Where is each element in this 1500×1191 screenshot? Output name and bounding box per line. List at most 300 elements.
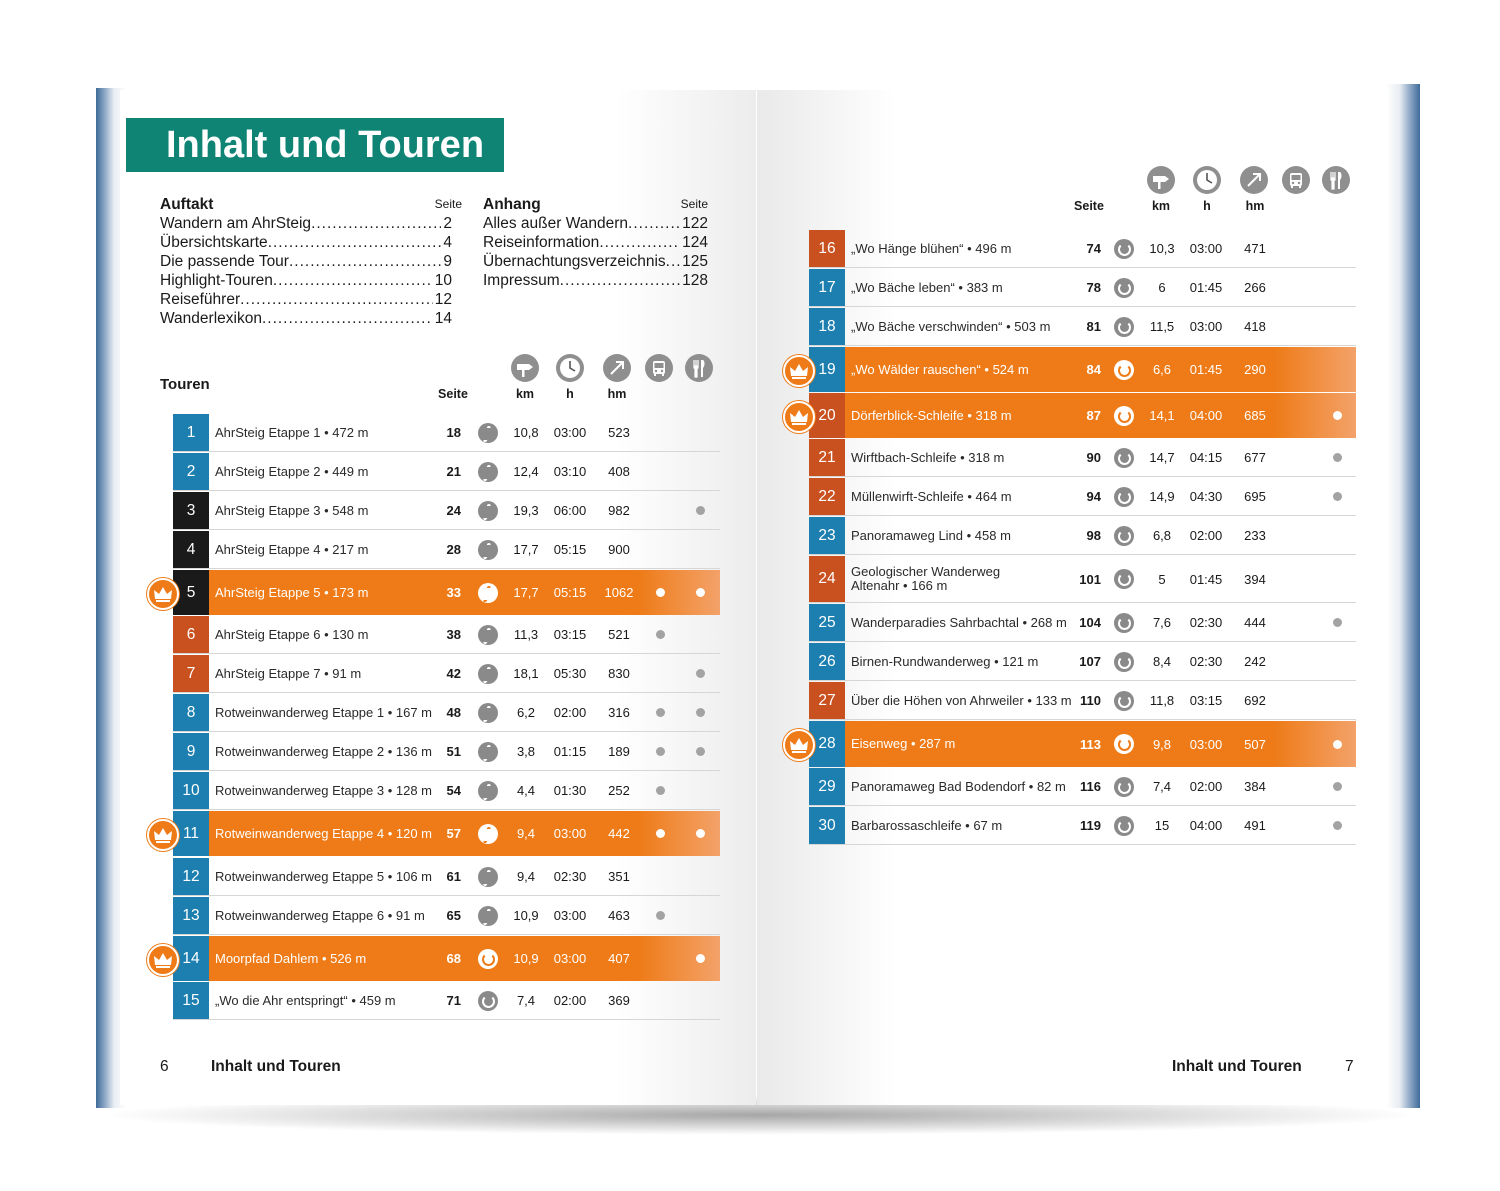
table-row [809, 682, 1356, 720]
tour-page: 42 [446, 666, 461, 681]
tour-km: 19,3 [513, 503, 539, 518]
ascent-icon [603, 354, 631, 382]
tour-km: 6 [1158, 280, 1166, 295]
table-row [809, 721, 1356, 767]
tour-h: 04:30 [1189, 489, 1223, 504]
page-title-banner: Inhalt und Touren [126, 118, 504, 172]
tour-hm: 233 [1244, 528, 1266, 543]
tour-km: 12,4 [513, 464, 539, 479]
tour-name[interactable]: AhrSteig Etappe 5 • 173 m [215, 584, 369, 600]
tour-number: 29 [809, 768, 845, 805]
table-row [809, 768, 1356, 806]
tour-hm: 369 [608, 993, 630, 1008]
left-running-title [211, 1058, 341, 1076]
tour-hm: 408 [608, 464, 630, 479]
tour-h: 01:30 [553, 783, 587, 798]
tour-number: 25 [809, 604, 845, 641]
tour-number: 27 [809, 682, 845, 719]
loop-route-icon [1114, 652, 1134, 672]
tour-km: 14,1 [1149, 408, 1175, 423]
tour-name[interactable]: Panoramaweg Bad Bodendorf • 82 m [851, 778, 1066, 794]
tour-number: 17 [809, 269, 845, 306]
restaurant-available-dot [1333, 782, 1342, 791]
tour-name[interactable]: „Wo Bäche verschwinden“ • 503 m [851, 318, 1051, 334]
right-page-edge [1386, 84, 1420, 1108]
km-column-header-left: km [515, 387, 535, 401]
loop-route-icon [1114, 569, 1134, 589]
loop-route-icon [1114, 487, 1134, 507]
stage-route-icon [478, 703, 498, 723]
toc-entry [160, 309, 452, 328]
tour-km: 7,6 [1152, 615, 1172, 630]
tour-number: 21 [809, 439, 845, 476]
tour-km: 7,4 [1152, 779, 1172, 794]
loop-route-icon [1114, 691, 1134, 711]
table-row [173, 655, 720, 693]
bus-icon [645, 354, 673, 382]
tour-h: 03:15 [553, 627, 587, 642]
tour-page: 90 [1086, 450, 1101, 465]
stage-route-icon [478, 906, 498, 926]
toc-entry-label: Reiseinformation [483, 234, 600, 251]
tour-h: 03:00 [1189, 319, 1223, 334]
tour-h: 01:15 [553, 744, 587, 759]
toc-anhang-list [483, 214, 708, 290]
tour-name[interactable]: Müllenwirft-Schleife • 464 m [851, 488, 1012, 504]
tour-h: 02:30 [553, 869, 587, 884]
toc-entry-page: 4 [443, 234, 452, 251]
tour-h: 05:15 [553, 542, 587, 557]
restaurant-available-dot [1333, 492, 1342, 501]
tour-number: 26 [809, 643, 845, 680]
h-column-header-right: h [1203, 199, 1211, 213]
tour-name[interactable]: „Wo Wälder rauschen“ • 524 m [851, 361, 1029, 377]
tour-km: 14,9 [1149, 489, 1175, 504]
toc-entry-dots [289, 252, 441, 271]
table-row [809, 604, 1356, 642]
toc-entry-page: 14 [434, 310, 452, 327]
toc-auftakt [160, 195, 462, 328]
tour-hm: 444 [1244, 615, 1266, 630]
clock-icon [1193, 166, 1221, 194]
toc-entry-page: 124 [682, 234, 708, 251]
tour-name[interactable]: „Wo Bäche leben“ • 383 m [851, 279, 1003, 295]
tour-km: 14,7 [1149, 450, 1175, 465]
tour-number: 23 [809, 517, 845, 554]
ascent-icon [1240, 166, 1268, 194]
tour-page: 33 [446, 585, 461, 600]
tour-page: 107 [1079, 654, 1101, 669]
toc-entry-page: 2 [443, 215, 452, 232]
tour-km: 9,4 [516, 826, 536, 841]
tour-km: 6,2 [516, 705, 536, 720]
tour-page: 65 [446, 908, 461, 923]
tour-km: 11,3 [513, 627, 539, 642]
tour-page: 94 [1086, 489, 1101, 504]
stage-route-icon [478, 501, 498, 521]
toc-entry [483, 233, 708, 252]
tour-h: 03:00 [553, 425, 587, 440]
restaurant-available-dot [696, 708, 705, 717]
h-column-header-left: h [566, 387, 574, 401]
tour-hm: 384 [1244, 779, 1266, 794]
tour-number: 6 [173, 616, 209, 653]
tour-km: 10,3 [1149, 241, 1175, 256]
tour-hm: 677 [1244, 450, 1266, 465]
toc-entry-label: Die passende Tour [160, 253, 289, 270]
toc-entry-label: Übernachtungsverzeichnis [483, 253, 666, 270]
loop-route-icon [1114, 526, 1134, 546]
tour-hm: 982 [608, 503, 630, 518]
restaurant-available-dot [696, 829, 705, 838]
right-page-number: 7 [1345, 1058, 1354, 1075]
toc-entry [483, 271, 708, 290]
clock-icon [556, 354, 584, 382]
toc-entry-dots [240, 290, 433, 309]
table-row [173, 492, 720, 530]
toc-entry-label: Übersichtskarte [160, 234, 268, 251]
tour-km: 10,9 [513, 908, 539, 923]
toc-entry [160, 290, 452, 309]
toc-entry [483, 252, 708, 271]
tour-hm: 394 [1244, 571, 1266, 587]
tour-hm: 900 [608, 542, 630, 557]
tour-h: 03:10 [553, 464, 587, 479]
table-row [173, 694, 720, 732]
tour-name[interactable]: Panoramaweg Lind • 458 m [851, 527, 1011, 543]
tour-number: 2 [173, 453, 209, 490]
toc-auftakt-seite-label: Seite [434, 197, 462, 211]
tour-page: 116 [1080, 779, 1101, 794]
highlight-crown-icon [147, 944, 179, 976]
tour-name[interactable] [851, 556, 1000, 602]
loop-route-icon [478, 991, 498, 1011]
tour-name[interactable]: Dörferblick-Schleife • 318 m [851, 407, 1012, 423]
left-running-title-text: Inhalt und Touren [211, 1058, 341, 1075]
tour-name[interactable]: Wirftbach-Schleife • 318 m [851, 449, 1005, 465]
tour-h: 01:45 [1189, 362, 1223, 377]
tour-page: 81 [1086, 319, 1101, 334]
tour-name[interactable]: „Wo die Ahr entspringt“ • 459 m [215, 992, 396, 1008]
table-row [173, 414, 720, 452]
restaurant-available-dot [696, 669, 705, 678]
highlight-crown-icon [783, 729, 815, 761]
highlight-crown-icon [147, 578, 179, 610]
tour-hm: 523 [608, 425, 630, 440]
toc-entry-dots [273, 271, 433, 290]
tour-hm: 521 [608, 627, 630, 642]
tour-hm: 463 [608, 908, 630, 923]
tour-page: 68 [446, 951, 461, 966]
bus-available-dot [656, 911, 665, 920]
tour-km: 9,8 [1152, 736, 1172, 752]
toc-entry-label: Wanderlexikon [160, 310, 262, 327]
stage-route-icon [478, 824, 498, 844]
toc-anhang [483, 195, 708, 290]
tour-number: 30 [809, 807, 845, 844]
toc-entry-dots [628, 214, 680, 233]
bus-available-dot [656, 708, 665, 717]
table-row [173, 616, 720, 654]
bus-icon [1282, 166, 1310, 194]
stage-route-icon [478, 625, 498, 645]
restaurant-available-dot [1333, 618, 1342, 627]
tour-km: 11,5 [1149, 319, 1175, 334]
right-running-title [1172, 1058, 1302, 1076]
tour-name-line-2: Altenahr • 166 m [851, 578, 948, 593]
loop-route-icon [1114, 317, 1134, 337]
signpost-icon [511, 354, 539, 382]
tour-km: 9,4 [516, 869, 536, 884]
tour-name-line-1: Geologischer Wanderweg [851, 564, 1001, 579]
tour-page: 101 [1079, 571, 1101, 587]
tour-hm: 418 [1244, 319, 1266, 334]
table-row [809, 439, 1356, 477]
tour-hm: 351 [608, 869, 630, 884]
toc-entry [160, 233, 452, 252]
tour-number: 22 [809, 478, 845, 515]
tour-number: 13 [173, 897, 209, 934]
tour-h: 06:00 [553, 503, 587, 518]
tour-h: 03:00 [1189, 736, 1223, 752]
table-row [173, 897, 720, 935]
table-row [173, 936, 720, 981]
tour-name[interactable]: AhrSteig Etappe 6 • 130 m [215, 626, 369, 642]
tour-hm: 442 [608, 826, 630, 841]
tour-h: 04:15 [1189, 450, 1223, 465]
tour-km: 10,9 [513, 951, 539, 966]
tour-h: 03:00 [1189, 241, 1223, 256]
loop-route-icon [1114, 734, 1134, 754]
seite-column-header-right: Seite [1074, 199, 1104, 213]
toc-entry [160, 271, 452, 290]
table-row [809, 308, 1356, 346]
hm-column-header-left: hm [607, 387, 627, 401]
tour-hm: 266 [1244, 280, 1266, 295]
tour-page: 48 [446, 705, 461, 720]
table-row [809, 347, 1356, 392]
tour-name[interactable]: Birnen-Rundwanderweg • 121 m [851, 653, 1039, 669]
restaurant-available-dot [1333, 411, 1342, 420]
toc-anhang-heading: Anhang [483, 196, 541, 213]
tour-hm: 695 [1244, 489, 1266, 504]
tour-number: 28 [809, 721, 845, 767]
tour-km: 3,8 [516, 744, 536, 759]
tour-km: 5 [1158, 571, 1166, 587]
tour-name[interactable]: Über die Höhen von Ahrweiler • 133 m [851, 692, 1072, 708]
touren-title: Touren [160, 376, 210, 393]
table-row [809, 393, 1356, 438]
tour-hm: 507 [1244, 736, 1266, 752]
toc-entry-page: 128 [682, 272, 708, 289]
tour-page: 104 [1079, 615, 1101, 630]
tour-h: 05:30 [553, 666, 587, 681]
tour-h: 02:00 [553, 993, 587, 1008]
tour-h: 02:00 [1189, 528, 1223, 543]
stage-route-icon [478, 423, 498, 443]
toc-entry [160, 214, 452, 233]
tour-page: 24 [446, 503, 461, 518]
toc-entry-page: 125 [682, 253, 708, 270]
tour-h: 03:00 [553, 908, 587, 923]
tour-page: 98 [1086, 528, 1101, 543]
table-row [809, 269, 1356, 307]
tour-hm: 471 [1244, 241, 1266, 256]
tour-name[interactable]: Rotweinwanderweg Etappe 3 • 128 m [215, 782, 433, 798]
stage-route-icon [478, 742, 498, 762]
loop-route-icon [1114, 613, 1134, 633]
signpost-icon [1147, 166, 1175, 194]
table-row [809, 556, 1356, 603]
restaurant-available-dot [1333, 821, 1342, 830]
tour-hm: 685 [1244, 408, 1266, 423]
toc-entry-label: Highlight-Touren [160, 272, 273, 289]
tour-number: 10 [173, 772, 209, 809]
tour-number: 11 [173, 811, 209, 856]
restaurant-available-dot [1333, 740, 1342, 749]
left-page-number: 6 [160, 1058, 169, 1075]
tour-km: 7,4 [516, 993, 536, 1008]
tour-h: 03:15 [1189, 693, 1223, 708]
tour-number: 14 [173, 936, 209, 981]
tour-number: 7 [173, 655, 209, 692]
stage-route-icon [478, 462, 498, 482]
tour-name[interactable]: Moorpfad Dahlem • 526 m [215, 950, 367, 966]
toc-auftakt-heading: Auftakt [160, 196, 214, 213]
loop-route-icon [478, 949, 498, 969]
tour-page: 54 [446, 783, 461, 798]
toc-entry-dots [599, 233, 680, 252]
tour-km: 8,4 [1152, 654, 1172, 669]
tour-name[interactable]: Rotweinwanderweg Etappe 6 • 91 m [215, 907, 425, 923]
tour-number: 12 [173, 858, 209, 895]
tour-page: 87 [1086, 408, 1101, 423]
tour-h: 02:00 [1189, 779, 1223, 794]
tour-h: 05:15 [553, 585, 587, 600]
stage-route-icon [478, 664, 498, 684]
tour-h: 01:45 [1189, 571, 1223, 587]
tour-page: 28 [446, 542, 461, 557]
tour-h: 02:30 [1189, 654, 1223, 669]
tour-name[interactable]: Rotweinwanderweg Etappe 5 • 106 m [215, 868, 433, 884]
table-row [173, 531, 720, 569]
tour-h: 03:00 [553, 951, 587, 966]
table-row [809, 807, 1356, 845]
tour-page: 18 [446, 425, 461, 440]
tour-hm: 1062 [604, 585, 634, 600]
highlight-crown-icon [783, 401, 815, 433]
toc-entry-dots [311, 214, 441, 233]
loop-route-icon [1114, 406, 1134, 426]
tour-km: 10,8 [513, 425, 539, 440]
tour-number: 15 [173, 982, 209, 1019]
tour-hm: 491 [1244, 818, 1266, 833]
tour-km: 17,7 [513, 585, 539, 600]
tour-hm: 407 [608, 951, 630, 966]
stage-route-icon [478, 781, 498, 801]
loop-route-icon [1114, 278, 1134, 298]
tour-number: 24 [809, 556, 845, 602]
highlight-crown-icon [147, 819, 179, 851]
bus-available-dot [656, 786, 665, 795]
restaurant-icon [1322, 166, 1350, 194]
table-row [173, 772, 720, 810]
toc-auftakt-list [160, 214, 452, 328]
table-row [173, 982, 720, 1020]
tour-hm: 692 [1244, 693, 1266, 708]
highlight-crown-icon [783, 355, 815, 387]
tour-number: 20 [809, 393, 845, 438]
loop-route-icon [1114, 239, 1134, 259]
stage-route-icon [478, 583, 498, 603]
toc-entry-label: Reiseführer [160, 291, 241, 308]
toc-entry-page: 10 [434, 272, 452, 289]
toc-entry-page: 12 [434, 291, 452, 308]
table-row [173, 570, 720, 615]
tour-hm: 290 [1244, 362, 1266, 377]
tour-km: 15 [1154, 818, 1170, 833]
tour-name[interactable]: „Wo Hänge blühen“ • 496 m [851, 240, 1012, 256]
tour-h: 01:45 [1189, 280, 1223, 295]
tour-name[interactable]: Rotweinwanderweg Etappe 2 • 136 m [215, 743, 433, 759]
tour-hm: 316 [608, 705, 630, 720]
toc-entry [483, 214, 708, 233]
tour-h: 04:00 [1189, 408, 1223, 423]
tour-name[interactable]: AhrSteig Etappe 1 • 472 m [215, 424, 369, 440]
toc-entry-dots [560, 271, 680, 290]
tour-page: 84 [1086, 362, 1101, 377]
tour-number: 5 [173, 570, 209, 615]
tour-page: 38 [446, 627, 461, 642]
bus-available-dot [656, 630, 665, 639]
tour-name[interactable]: AhrSteig Etappe 4 • 217 m [215, 541, 369, 557]
restaurant-available-dot [696, 747, 705, 756]
tour-page: 113 [1080, 736, 1101, 752]
tour-page: 61 [446, 869, 461, 884]
tour-name[interactable]: AhrSteig Etappe 2 • 449 m [215, 463, 369, 479]
tour-name[interactable]: AhrSteig Etappe 3 • 548 m [215, 502, 369, 518]
tour-hm: 189 [608, 744, 630, 759]
tour-name[interactable]: AhrSteig Etappe 7 • 91 m [215, 665, 362, 681]
tour-name[interactable]: Wanderparadies Sahrbachtal • 268 m [851, 614, 1067, 630]
tour-number: 16 [809, 230, 845, 267]
restaurant-icon [685, 354, 713, 382]
tour-h: 03:00 [553, 826, 587, 841]
bus-available-dot [656, 747, 665, 756]
tour-km: 11,8 [1149, 693, 1175, 708]
toc-entry-label: Alles außer Wandern [483, 215, 629, 232]
tour-name[interactable]: Barbarossaschleife • 67 m [851, 817, 1003, 833]
toc-anhang-seite-label: Seite [680, 197, 708, 211]
table-row [809, 230, 1356, 268]
tour-number: 8 [173, 694, 209, 731]
tour-name[interactable]: Rotweinwanderweg Etappe 4 • 120 m [215, 825, 433, 841]
table-row [173, 733, 720, 771]
bus-available-dot [656, 829, 665, 838]
loop-route-icon [1114, 816, 1134, 836]
tour-number: 19 [809, 347, 845, 392]
loop-route-icon [1114, 777, 1134, 797]
tour-page: 110 [1080, 693, 1101, 708]
tour-h: 02:30 [1189, 615, 1223, 630]
tour-page: 51 [446, 744, 461, 759]
tour-km: 6,8 [1152, 528, 1172, 543]
tour-name[interactable]: Eisenweg • 287 m [851, 736, 956, 751]
toc-entry-page: 122 [682, 215, 708, 232]
table-row [173, 858, 720, 896]
toc-entry-label: Impressum [483, 272, 560, 289]
tour-name[interactable]: Rotweinwanderweg Etappe 1 • 167 m [215, 704, 433, 720]
